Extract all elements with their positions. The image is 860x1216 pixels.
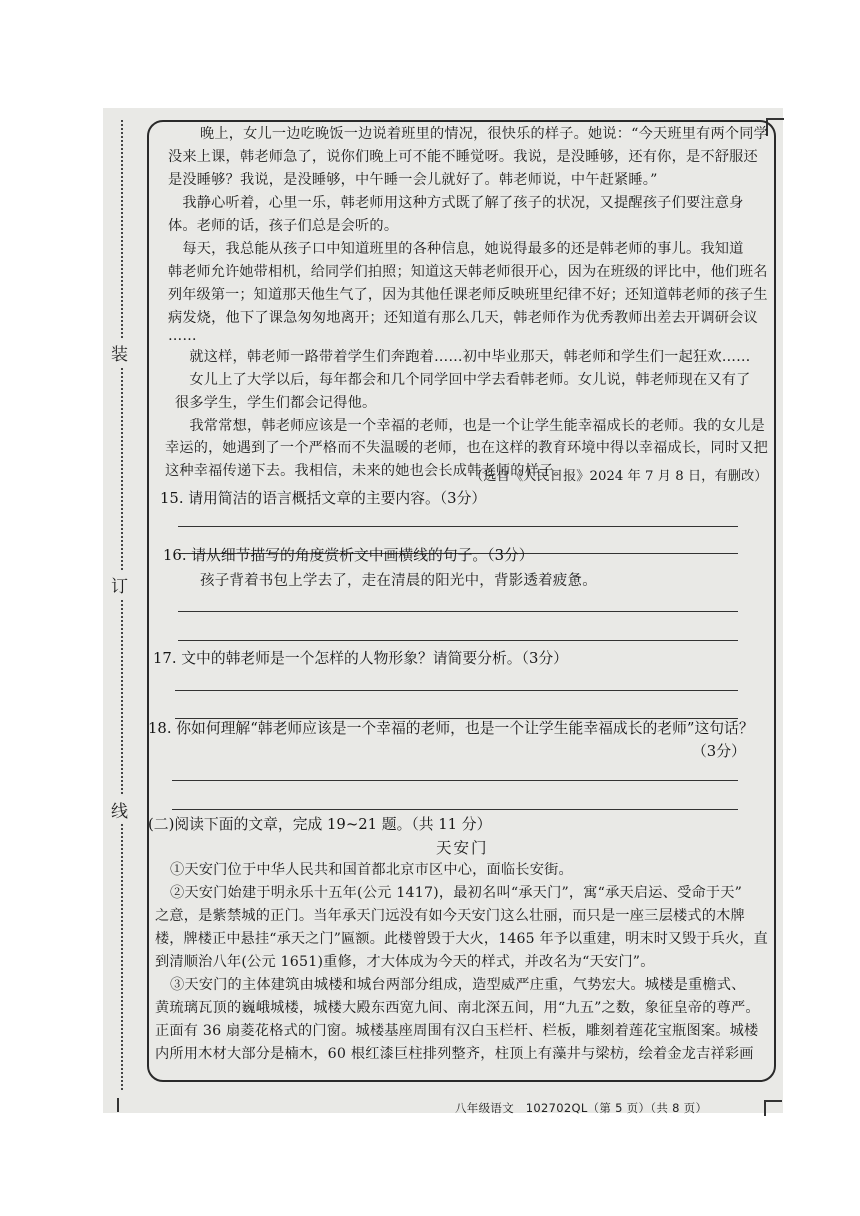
binding-char-ding: 订 xyxy=(111,570,128,599)
article-line: ③天安门的主体建筑由城楼和城台两部分组成，造型威严庄重，气势宏大。城楼是重檐式、 xyxy=(170,977,746,993)
article-line: 之意，是紫禁城的正门。当年承天门远没有如今天安门这么壮丽，而只是一座三层楼式的木牌 xyxy=(155,908,745,924)
passage-line: 晚上，女儿一边吃晚饭一边说着班里的情况，很快乐的样子。她说：“今天班里有两个同学 xyxy=(200,126,768,142)
passage-line: …… xyxy=(168,328,197,344)
passage-line: 我常常想，韩老师应该是一个幸福的老师，也是一个让学生能幸福成长的老师。我的女儿是 xyxy=(175,418,765,434)
passage-line: 女儿上了大学以后，每年都会和几个同学回中学去看韩老师。女儿说，韩老师现在又有了 xyxy=(175,372,751,388)
article-title: 天安门 xyxy=(436,839,489,857)
answer-line[interactable] xyxy=(172,809,738,810)
answer-line[interactable] xyxy=(178,611,738,612)
crop-mark-bottom-right xyxy=(764,1100,782,1116)
passage-line: 列年级第一；知道那天他生气了，因为其他任课老师反映班里纪律不好；还知道韩老师的孩子生 xyxy=(168,287,768,303)
section-2-heading: (二)阅读下面的文章，完成 19~21 题。（共 11 分） xyxy=(148,816,492,833)
question-18: 18. 你如何理解“韩老师应该是一个幸福的老师，也是一个让学生能幸福成长的老师”这句话？ xyxy=(148,720,754,737)
question-16: 16. 请从细节描写的角度赏析文中画横线的句子。（3分） xyxy=(163,547,534,564)
question-15: 15. 请用简洁的语言概括文章的主要内容。（3分） xyxy=(160,490,487,507)
question-18-score: （3分） xyxy=(692,743,746,760)
passage-line: 就这样，韩老师一路带着学生们奔跑着……初中毕业那天，韩老师和学生们一起狂欢…… xyxy=(175,349,751,365)
crop-mark-bottom-left xyxy=(103,1098,119,1112)
passage-line: 病发烧，他下了课急匆匆地离开；还知道有那么几天，韩老师作为优秀教师出差去开调研会议 xyxy=(168,310,758,326)
article-line: ①天安门位于中华人民共和国首都北京市区中心，面临长安街。 xyxy=(170,862,573,878)
binding-char-zhuang: 装 xyxy=(111,338,128,367)
article-line: 正面有 36 扇菱花格式的门窗。城楼基座周围有汉白玉栏杆、栏板，雕刻着莲花宝瓶图案。城楼 xyxy=(155,1023,759,1039)
passage-line: 每天，我总能从孩子口中知道班里的各种信息，她说得最多的还是韩老师的事儿。我知道 xyxy=(168,241,744,257)
passage-line: 幸运的，她遇到了一个严格而不失温暖的老师，也在这样的教育环境中得以幸福成长，同时又把 xyxy=(165,440,768,456)
article-line: 楼，牌楼正中悬挂“承天之门”匾额。此楼曾毁于大火，1465 年予以重建，明末时又毁于兵火，直 xyxy=(155,931,768,947)
passage-line: 没来上课，韩老师急了，说你们晚上可不能不睡觉呀。我说，是没睡够，还有你，是不舒服还 xyxy=(168,149,758,165)
binding-dotted-line xyxy=(121,120,123,1090)
passage-line: 这种幸福传递下去。我相信，未来的她也会长成韩老师的样子。 xyxy=(165,463,568,479)
answer-line[interactable] xyxy=(178,526,738,527)
passage-line: 很多学生，学生们都会记得他。 xyxy=(175,395,377,411)
passage-source: （选自《人民日报》2024 年 7 月 8 日，有删改） xyxy=(470,469,768,484)
question-17: 17. 文中的韩老师是一个怎样的人物形象？请简要分析。（3分） xyxy=(153,650,568,667)
answer-line[interactable] xyxy=(175,690,738,691)
passage-line: 我静心听着，心里一乐，韩老师用这种方式既了解了孩子的状况，又提醒孩子们要注意身 xyxy=(168,195,744,211)
page-footer: 八年级语文 102702QL（第 5 页）（共 8 页） xyxy=(455,1101,708,1115)
answer-line[interactable] xyxy=(178,640,738,641)
article-line: 到清顺治八年(公元 1651)重修，才大体成为今天的样式，并改名为“天安门”。 xyxy=(155,954,655,970)
passage-line: 体。老师的话，孩子们总是会听的。 xyxy=(168,218,399,234)
passage-line: 韩老师允许她带相机，给同学们拍照；知道这天韩老师很开心，因为在班级的评比中，他们班名 xyxy=(168,264,768,280)
answer-line[interactable] xyxy=(172,780,738,781)
binding-char-xian: 线 xyxy=(111,795,128,824)
question-16-quote: 孩子背着书包上学去了，走在清晨的阳光中，背影透着疲惫。 xyxy=(200,573,597,589)
article-line: 黄琉璃瓦顶的巍峨城楼，城楼大殿东西宽九间、南北深五间，用“九五”之数，象征皇帝的尊严。 xyxy=(155,1000,760,1016)
passage-line: 是没睡够？我说，是没睡够，中午睡一会儿就好了。韩老师说，中午赶紧睡。” xyxy=(168,172,658,188)
article-line: 内所用木材大部分是楠木，60 根红漆巨柱排列整齐，柱顶上有藻井与梁枋，绘着金龙吉祥彩画 xyxy=(155,1046,754,1062)
article-line: ②天安门始建于明永乐十五年(公元 1417)，最初名叫“承天门”，寓“承天启运、受命于天” xyxy=(170,885,743,901)
